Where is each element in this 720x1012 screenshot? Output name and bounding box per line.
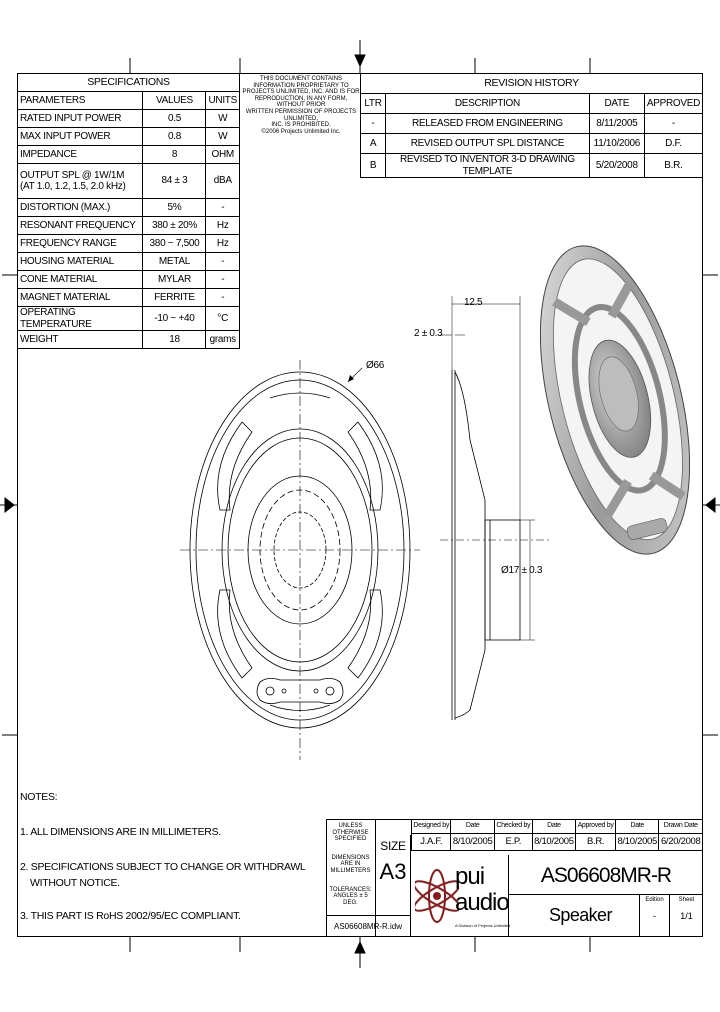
size-label: SIZE <box>380 839 406 853</box>
proprietary-line: THIS DOCUMENT CONTAINS INFORMATION PROPRIETARY TO <box>253 76 349 89</box>
edition-label: Edition <box>645 897 664 903</box>
part-number: AS06608MR-R <box>509 855 703 895</box>
company-logo <box>411 855 509 937</box>
table-row <box>361 154 703 178</box>
spec-param: MAGNET MATERIAL <box>18 289 143 307</box>
date-value: 8/10/2005 <box>451 834 494 851</box>
spec-param: IMPEDANCE <box>18 146 143 164</box>
spec-header-value: VALUES <box>143 92 206 110</box>
rev-date: 5/20/2008 <box>589 154 644 178</box>
tolerance-note: TOLERANCES: ANGLES ± 5 DEG. <box>329 886 372 906</box>
frame-window <box>348 422 382 510</box>
proprietary-line: ©2006 Projects Unlimited Inc. <box>261 128 341 135</box>
spec-param: HOUSING MATERIAL <box>18 253 143 271</box>
spec-param: OPERATING TEMPERATURE <box>18 307 143 331</box>
frame-window <box>348 590 382 678</box>
diameter-label: Ø66 <box>366 360 385 371</box>
note-item: WITHOUT NOTICE. <box>30 877 120 889</box>
spec-unit: W <box>206 128 240 146</box>
atom-logo-icon <box>415 861 459 931</box>
table-row <box>18 110 240 128</box>
sheet-label: Sheet <box>678 897 695 903</box>
sheet-value: 1/1 <box>680 911 693 921</box>
edition-value: - <box>653 911 656 921</box>
spec-param: FREQUENCY RANGE <box>18 235 143 253</box>
note-item: 1. ALL DIMENSIONS ARE IN MILLIMETERS. <box>20 826 221 838</box>
checked-by-header: Checked by <box>494 820 532 834</box>
spec-value: FERRITE <box>143 289 206 307</box>
spec-value: 380 ~ 7,500 <box>143 235 206 253</box>
rev-approved: B.R. <box>644 154 702 178</box>
table-row <box>361 114 703 134</box>
rev-ltr: B <box>361 154 386 178</box>
spec-param-line-2: (AT 1.0, 1.2, 1.5, 2.0 kHz) <box>20 181 126 192</box>
right-arrow <box>706 498 715 512</box>
depth-label: 12.5 <box>464 297 483 308</box>
approval-table <box>411 819 703 851</box>
rev-header-desc: DESCRIPTION <box>386 94 590 114</box>
speaker-3d-view <box>540 230 690 570</box>
proprietary-line: PROJECTS UNLIMITED, INC. AND IS FOR <box>242 89 360 96</box>
spec-value: -10 ~ +40 <box>143 307 206 331</box>
checked-by-value: E.P. <box>494 834 532 851</box>
table-row <box>361 134 703 154</box>
table-row <box>18 164 240 199</box>
spec-unit: OHM <box>206 146 240 164</box>
notes-title: NOTES: <box>20 791 58 803</box>
spec-unit: Hz <box>206 235 240 253</box>
designed-by-value: J.A.F. <box>412 834 451 851</box>
spec-unit: W <box>206 110 240 128</box>
drawn-date-header: Drawn Date <box>659 820 703 834</box>
note-item: 2. SPECIFICATIONS SUBJECT TO CHANGE OR WITHDRAWL <box>20 861 306 873</box>
date-value: 8/10/2005 <box>616 834 659 851</box>
table-row <box>18 128 240 146</box>
spec-unit: Hz <box>206 217 240 235</box>
table-row <box>18 331 240 349</box>
frame-window <box>218 590 252 678</box>
spec-value: 8 <box>143 146 206 164</box>
sheet-cell <box>670 895 703 937</box>
table-row <box>18 217 240 235</box>
spec-value: MYLAR <box>143 271 206 289</box>
proprietary-notice <box>242 76 360 135</box>
rev-desc: REVISED TO INVENTOR 3-D DRAWING TEMPLATE <box>386 154 590 178</box>
basket-profile <box>455 372 485 718</box>
spec-param: DISTORTION (MAX.) <box>18 199 143 217</box>
spec-value: 0.5 <box>143 110 206 128</box>
spec-value: 380 ± 20% <box>143 217 206 235</box>
table-row <box>18 289 240 307</box>
spec-value: 0.8 <box>143 128 206 146</box>
spec-unit: - <box>206 289 240 307</box>
rev-ltr: A <box>361 134 386 154</box>
table-row <box>18 271 240 289</box>
spec-unit: dBA <box>206 164 240 199</box>
spec-param: CONE MATERIAL <box>18 271 143 289</box>
spec-param-line-1: OUTPUT SPL @ 1W/1M <box>20 169 125 181</box>
rev-header-date: DATE <box>589 94 644 114</box>
date-header: Date <box>616 820 659 834</box>
table-row <box>18 307 240 331</box>
size-column <box>376 835 411 915</box>
size-value: A3 <box>379 859 407 884</box>
date-value: 8/10/2005 <box>532 834 575 851</box>
table-row <box>18 199 240 217</box>
spec-value: 18 <box>143 331 206 349</box>
approved-by-header: Approved by <box>576 820 616 834</box>
designed-by-header: Designed by <box>412 820 451 834</box>
logo-text-audio: audio <box>455 889 509 916</box>
specifications-table <box>17 73 240 349</box>
logo-text-pui: pui <box>455 863 485 890</box>
proprietary-line: INC. IS PROHIBITED. <box>271 122 331 129</box>
rev-date: 11/10/2006 <box>589 134 644 154</box>
spec-param: MAX INPUT POWER <box>18 128 143 146</box>
spec-param <box>18 164 143 199</box>
spec-unit: - <box>206 271 240 289</box>
rev-approved: - <box>644 114 702 134</box>
speaker-front-view <box>180 360 420 790</box>
spec-header-unit: UNITS <box>206 92 240 110</box>
revision-title: REVISION HISTORY <box>361 74 703 94</box>
note-item: 3. THIS PART IS RoHS 2002/95/EC COMPLIANT. <box>20 910 241 922</box>
left-arrow <box>5 498 14 512</box>
spec-title: SPECIFICATIONS <box>18 74 240 92</box>
table-row <box>18 146 240 164</box>
spec-param: RATED INPUT POWER <box>18 110 143 128</box>
rev-header-ltr: LTR <box>361 94 386 114</box>
proprietary-line: WRITTEN PERMISSION OF PROJECTS UNLIMITED, <box>245 108 357 122</box>
spec-value: METAL <box>143 253 206 271</box>
approved-by-value: B.R. <box>576 834 616 851</box>
drawn-date-value: 6/20/2008 <box>659 834 703 851</box>
rev-desc: RELEASED FROM ENGINEERING <box>386 114 590 134</box>
spec-header-param: PARAMETERS <box>18 92 143 110</box>
rim-label: 2 ± 0.3 <box>414 328 443 339</box>
revision-history-table <box>360 73 703 178</box>
rev-approved: D.F. <box>644 134 702 154</box>
table-row <box>18 253 240 271</box>
date-header: Date <box>532 820 575 834</box>
speaker-side-view <box>440 290 550 720</box>
spec-unit: - <box>206 199 240 217</box>
rev-date: 8/11/2005 <box>589 114 644 134</box>
spec-param: WEIGHT <box>18 331 143 349</box>
file-name: AS06608MR-R.idw <box>326 915 411 937</box>
rev-desc: REVISED OUTPUT SPL DISTANCE <box>386 134 590 154</box>
rev-header-approved: APPROVED <box>644 94 702 114</box>
dims-note: DIMENSIONS ARE IN MILLIMETERS <box>330 854 371 874</box>
frame-window <box>218 422 252 510</box>
spec-unit: - <box>206 253 240 271</box>
edition-cell <box>640 895 670 937</box>
logo-tagline: A Division of Projects Unlimited <box>455 923 511 928</box>
proprietary-line: REPRODUCTION, IN ANY FORM, WITHOUT PRIOR <box>254 95 348 109</box>
spec-unit: °C <box>206 307 240 331</box>
spec-value: 5% <box>143 199 206 217</box>
spec-param: RESONANT FREQUENCY <box>18 217 143 235</box>
magnet-label: Ø17 ± 0.3 <box>501 565 543 576</box>
bottom-arrow <box>355 942 365 953</box>
date-header: Date <box>451 820 494 834</box>
spec-value: 84 ± 3 <box>143 164 206 199</box>
top-arrow <box>355 55 365 66</box>
spec-unit: grams <box>206 331 240 349</box>
rev-ltr: - <box>361 114 386 134</box>
table-row <box>18 235 240 253</box>
unless-note: UNLESS OTHERWISE SPECIFIED <box>332 823 369 843</box>
part-description: Speaker <box>509 895 640 937</box>
